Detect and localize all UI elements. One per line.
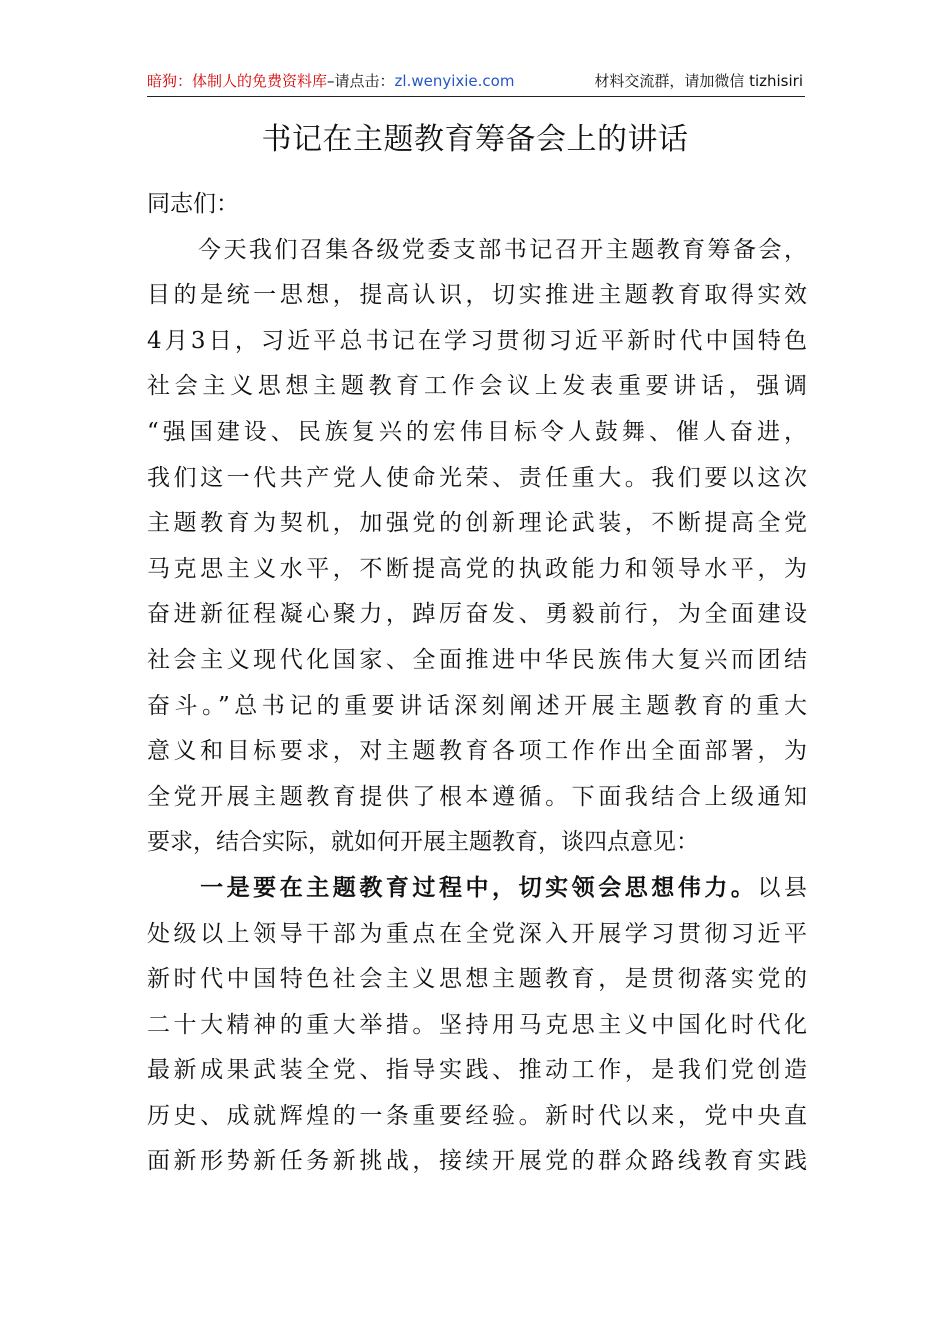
body-line: 主题教育为契机，加强党的创新理论武装，不断提高全党 [147,510,807,537]
header-click-prompt: –请点击： [327,72,395,90]
body-line: “强国建设、民族复兴的宏伟目标令人鼓舞、催人奋进， [147,418,807,445]
body-line: 要求，结合实际，就如何开展主题教育，谈四点意见： [147,829,699,856]
body-line: 最新成果武装全党、指导实践、推动工作，是我们党创造 [147,1057,807,1084]
body-line: 新时代中国特色社会主义思想主题教育，是贯彻落实党的 [147,966,807,993]
body-line: 意义和目标要求，对主题教育各项工作作出全面部署，为 [147,738,807,765]
body-line: 奋进新征程凝心聚力，踔厉奋发、勇毅前行，为全面建设 [147,601,807,628]
body-line: 目的是统一思想，提高认识，切实推进主题教育取得实效 [147,282,807,309]
page-header [147,70,805,97]
point-one-heading: 一是要在主题教育过程中，切实领会思想伟力。 [147,874,758,901]
body-line: 历史、成就辉煌的一条重要经验。新时代以来，党中央直 [147,1102,807,1129]
point-one-tail: 以县 [757,874,808,901]
body-line: 全党开展主题教育提供了根本遵循。下面我结合上级通知 [147,783,807,810]
header-wechat-note: 材料交流群，请加微信 tizhisiri [594,72,803,90]
body-line: 今天我们召集各级党委支部书记召开主题教育筹备会， [147,236,807,263]
document-body [147,182,807,1185]
body-line: 社会主义现代化国家、全面推进中华民族伟大复兴而团结 [147,646,807,673]
body-line: 马克思主义水平，不断提高党的执政能力和领导水平，为 [147,555,807,582]
point-one-line [147,866,807,912]
header-site-label: 暗狗：体制人的免费资料库 [147,72,328,90]
header-site-link[interactable]: zl.wenyixie.com [394,72,515,90]
body-line: 我们这一代共产党人使命光荣、责任重大。我们要以这次 [147,464,807,491]
document-title: 书记在主题教育筹备会上的讲话 [261,122,689,157]
body-line: 奋斗。”总书记的重要讲话深刻阐述开展主题教育的重大 [147,692,807,719]
body-line: 处级以上领导干部为重点在全党深入开展学习贯彻习近平 [147,920,807,947]
body-line: 二十大精神的重大举措。坚持用马克思主义中国化时代化 [147,1011,807,1038]
greeting: 同志们： [147,191,239,217]
body-line: 4月3日，习近平总书记在学习贯彻习近平新时代中国特色 [147,327,807,354]
body-line: 社会主义思想主题教育工作会议上发表重要讲话，强调 [147,373,807,400]
body-line: 面新形势新任务新挑战，接续开展党的群众路线教育实践 [147,1148,807,1175]
